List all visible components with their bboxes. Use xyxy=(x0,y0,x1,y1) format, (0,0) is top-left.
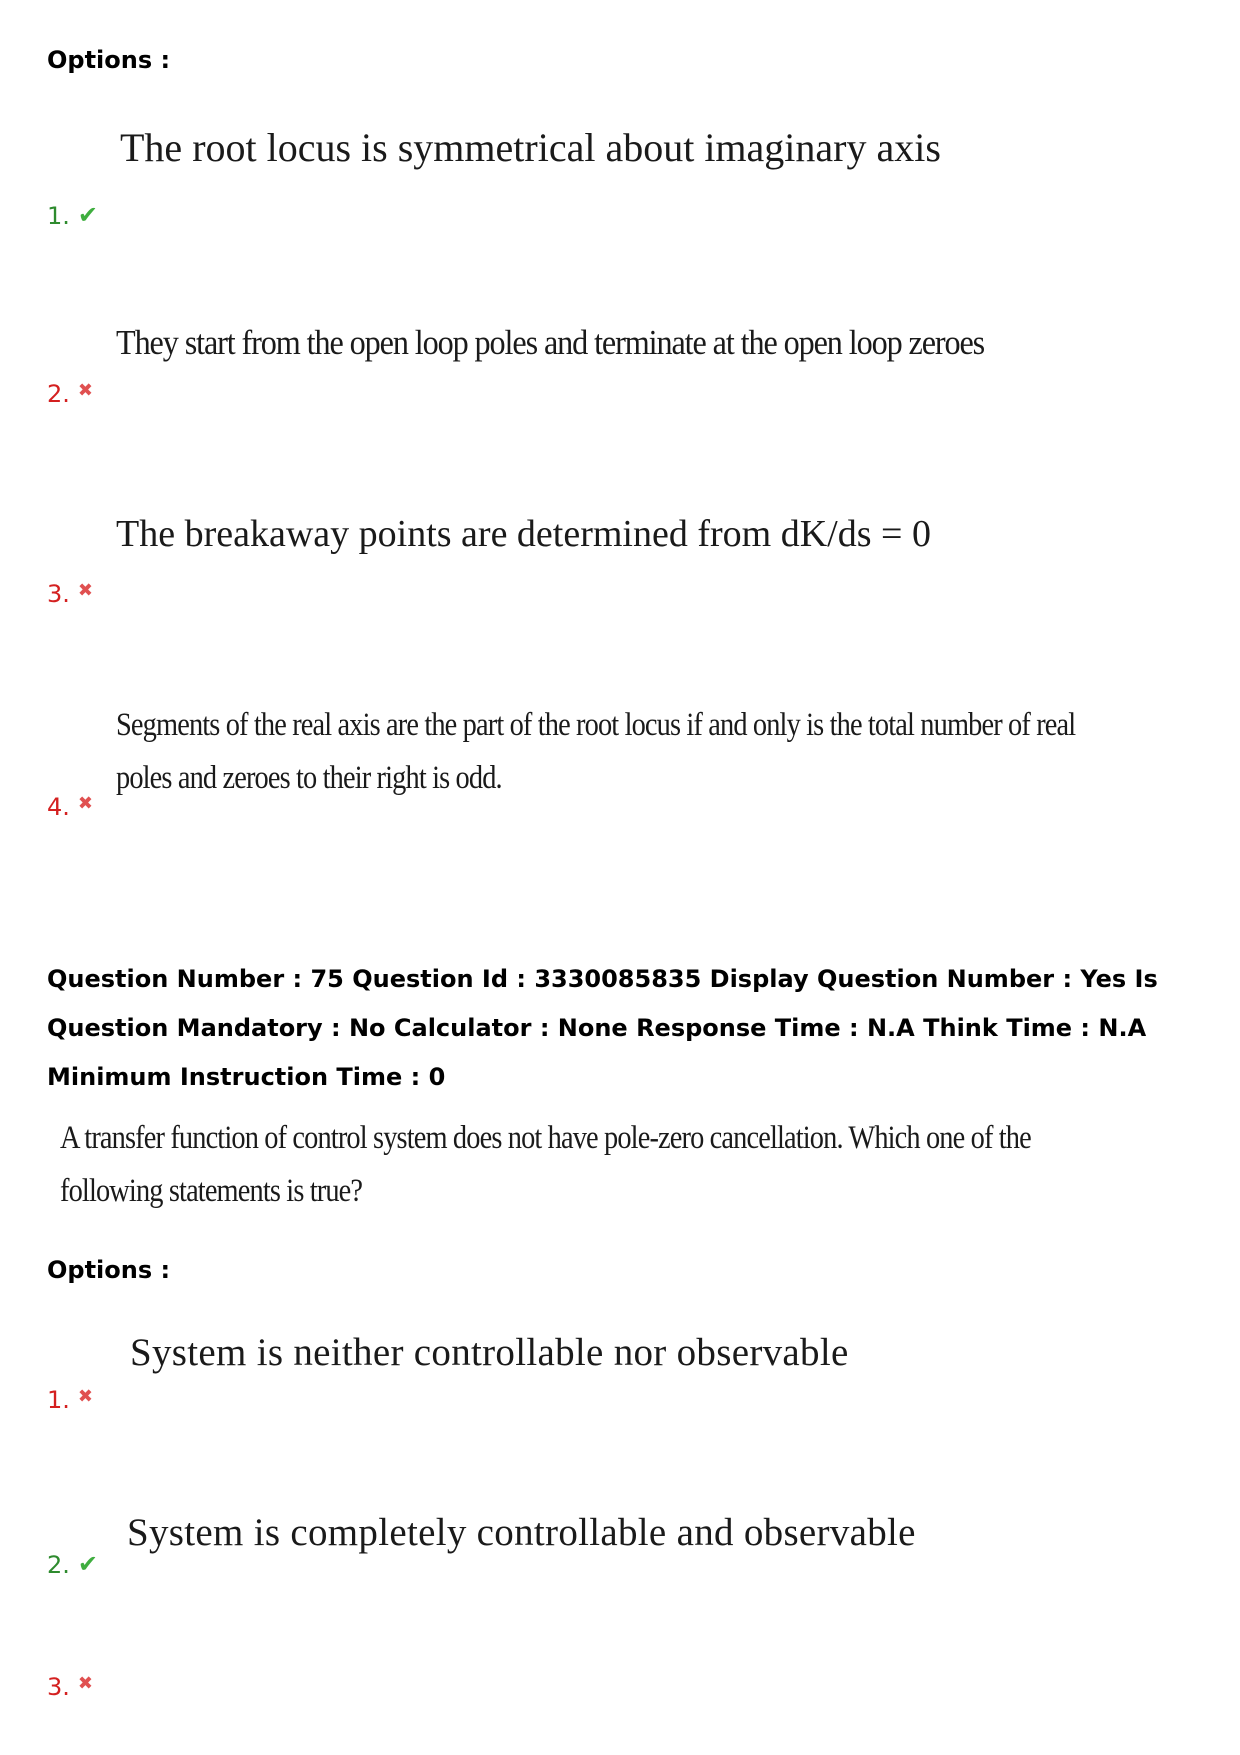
option-3-number xyxy=(47,580,93,608)
option-3-number xyxy=(47,1673,93,1701)
option-4-line-2: poles and zeroes to their right is odd. xyxy=(116,760,502,796)
options-label: Options : xyxy=(47,1256,171,1284)
question-text xyxy=(60,1112,1031,1218)
option-1-number xyxy=(47,201,98,230)
option-1-text: The root locus is symmetrical about imaginary axis xyxy=(120,125,941,170)
option-4-line-1: Segments of the real axis are the part of the root locus if and only is the total number of real xyxy=(116,707,1076,743)
question-text-line-2: following statements is true? xyxy=(60,1173,363,1209)
option-3-text: The breakaway points are determined from dK/ds = 0 xyxy=(116,513,931,555)
option-1-number xyxy=(47,1386,93,1414)
option-2-text: System is completely controllable and observable xyxy=(127,1511,916,1554)
option-1-text: System is neither controllable nor observable xyxy=(130,1331,849,1374)
question-text-line-1: A transfer function of control system does not have pole-zero cancellation. Which one of the xyxy=(60,1120,1031,1156)
option-number: 3. xyxy=(47,1673,70,1701)
option-4-text xyxy=(116,699,1075,805)
option-2-number xyxy=(47,380,93,408)
question-metadata: Question Number : 75 Question Id : 3330085835 Display Question Number : Yes Is Question Mandatory : No Calculator : None Response Time : N.A Think Time : N.A Minimum Instruction Time : 0 xyxy=(47,965,1158,1091)
check-icon: ✔ xyxy=(77,201,99,229)
cross-icon: ✖ xyxy=(77,793,93,814)
option-number: 4. xyxy=(47,793,70,821)
option-2-number xyxy=(47,1550,98,1579)
cross-icon: ✖ xyxy=(77,1673,93,1694)
cross-icon: ✖ xyxy=(77,1386,93,1407)
check-icon: ✔ xyxy=(77,1550,99,1578)
cross-icon: ✖ xyxy=(77,580,93,601)
option-number: 3. xyxy=(47,580,70,608)
option-4-number xyxy=(47,793,93,821)
option-number: 1. xyxy=(47,1386,70,1414)
cross-icon: ✖ xyxy=(77,380,93,401)
options-label: Options : xyxy=(47,46,171,74)
option-2-text: They start from the open loop poles and terminate at the open loop zeroes xyxy=(116,323,985,362)
option-number: 1. xyxy=(47,202,70,230)
option-number: 2. xyxy=(47,380,70,408)
option-number: 2. xyxy=(47,1551,70,1579)
